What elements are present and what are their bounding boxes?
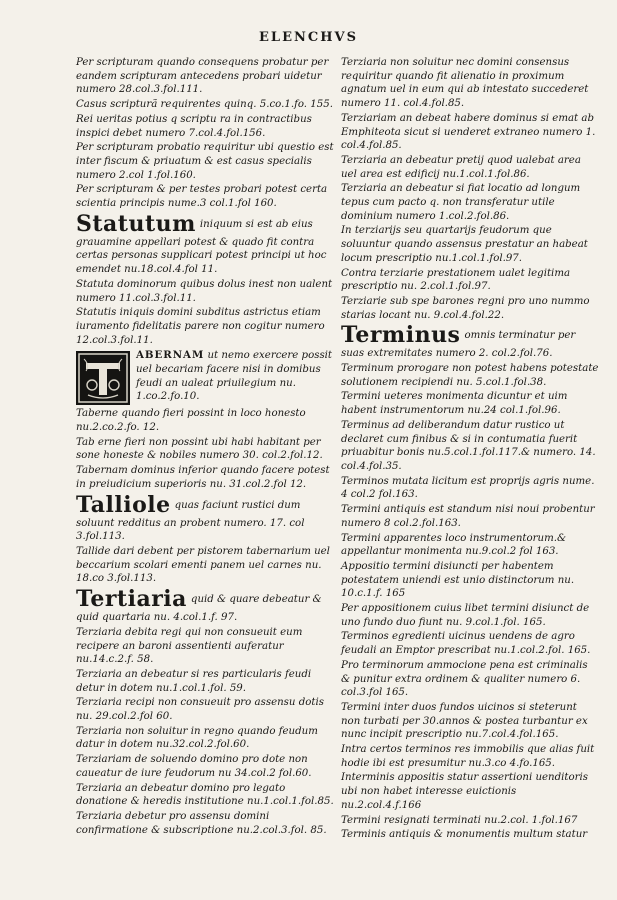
index-entry: Terminus ad deliberandum datur rustico ut declaret cum finibus & si in contumatia fuerit priuabitur bonis nu.5.col.1.fol.117.& numero. 14. col.4.fol.35. [341, 419, 596, 472]
index-entry: Rei ueritas potius q scriptu ra in contractibus inspici debet numero 7.col.4.fol.156. [76, 113, 312, 139]
headword-tertiaria: Tertiaria [76, 586, 187, 613]
index-entry: Termini antiquis est standum nisi noui probentur numero 8 col.2.fol.163. [341, 504, 595, 529]
index-entry: Termini resignati terminati nu.2.col. 1.fol.167 [341, 814, 578, 826]
index-entry: Termini inter duos fundos uicinos si steterunt non turbati per 30.annos & postea turbantur ex nunc incipit prescriptio nu.7.col.4.fol.165. [341, 701, 588, 741]
index-entry: Terminum prorogare non potest habens potestate solutionem recipiendi nu. 5.col.1.fol.38. [341, 363, 599, 388]
index-entry: Terziariam an debeat habere dominus si emat ab Emphiteota sicut si uenderet extraneo numero 1. col.4.fol.85. [341, 112, 596, 152]
index-entry: In terziarijs seu quartarijs feudorum que soluuntur quando assensus prestatur an habeat locum prescriptio nu.1.col.1.fol.97. [341, 225, 588, 264]
index-entry: Pro terminorum ammocione pena est criminalis & punitur extra ordinem & qualiter numero 6. col.3.fol 165. [341, 659, 588, 699]
index-entry: Statutis iniquis domini subditus astrictus etiam iuramento fidelitatis parere non cogitur numero 12.col.3.fol.11. [76, 307, 325, 346]
index-entry: Appositio termini disiuncti per habentem potestatem uniendi est unio distinctorum nu. 10.c.1.f. 165 [341, 560, 575, 600]
headword-talliole: Talliole [76, 491, 171, 518]
index-entry: Terziaria non soluitur in regno quando feudum datur in dotem nu.32.col.2.fol.60. [76, 725, 318, 751]
initial-capitals: ABERNAM [136, 349, 205, 362]
index-entry: Terziariam de soluendo domino pro dote non caueatur de iure feudorum nu 34.col.2 fol.60. [76, 754, 312, 779]
index-entry: Per scripturam & per testes probari potest certa scientia principis nume.3 col.1.fol 160. [76, 184, 328, 210]
headword-statutum: Statutum [76, 210, 196, 237]
index-entry: Terziaria debita regi qui non consueuit eum recipere an baroni assentienti auferatur nu.14.c.2.f. 58. [76, 626, 303, 666]
index-entry: Termini ueteres monimenta dicuntur et uim habent instrumentorum nu.24 col.1.fol.96. [341, 391, 568, 417]
index-entry: Tab erne fieri non possint ubi habi habitant per sone honeste & nobiles numero 30. col.2.fol.12. [76, 436, 323, 462]
index-entry: Intra certos terminos res immobilis que alias fuit hodie ibi est presumitur nu.3.co 4.fo.165. [341, 744, 595, 769]
headword-text: quid & quare debeatur & quid quartaria nu. 4.col.1.f. 97. [76, 594, 322, 624]
initial-text: ut nemo exercere possit uel becariam facere nisi in domibus feudi an ualeat priuilegium nu. 1.co.2.fo.10. [136, 350, 333, 403]
headword-text: omnis terminatur per suas extremitates numero 2. col.2.fol.76. [341, 330, 576, 360]
initial-entry [76, 349, 334, 405]
index-entry: Terziaria an debeatur si res particularis feudi detur in dotem nu.1.col.1.fol. 59. [76, 668, 312, 694]
index-entry: Terminis antiquis & monumentis multum statur [341, 829, 588, 841]
index-entry: Tabernam dominus inferior quando facere potest in preiudicium superioris nu. 31.col.2.fol 12. [76, 465, 330, 490]
index-entry: Terziaria an debeatur si fiat locatio ad longum tepus cum pacto q. non transferatur utile dominium numero 1.col.2.fol.86. [341, 183, 581, 222]
index-entry: Terziaria an debeatur domino pro legato donatione & heredis institutione nu.1.col.1.fol.85. [76, 782, 334, 808]
index-entry: Termini apparentes loco instrumentorum.& appellantur monimenta nu.9.col.2 fol 163. [341, 532, 567, 558]
index-entry: Terziaria an debeatur pretij quod ualebat area uel area est edificij nu.1.col.1.fol.86. [341, 154, 581, 180]
headword-entry-talliole [76, 493, 334, 544]
left-column [76, 56, 334, 838]
index-entry: Terziarie sub spe barones regni pro uno nummo starias locant nu. 9.col.4.fol.22. [341, 295, 590, 321]
headword-terminus: Terminus [341, 322, 461, 349]
index-entry: Terziaria non soluitur nec domini consensus requiritur quando fit alienatio in proximum agnatum uel in eum qui ab intestato succederet numero 11. col.4.fol.85. [341, 57, 589, 110]
index-entry: Terziaria debetur pro assensu domini confirmatione & subscriptione nu.2.col.3.fol. 85. [76, 810, 327, 836]
headword-entry-terminus [341, 323, 599, 361]
index-entry: Taberne quando fieri possint in loco honesto nu.2.co.2.fo. 12. [76, 408, 306, 434]
right-column [341, 56, 599, 843]
index-entry: Casus scripturã requirentes quinq. 5.co.1.fo. 155. [76, 99, 333, 111]
headword-entry-tertiaria [76, 587, 334, 625]
index-entry: Per appositionem cuius libet termini disiunct de uno fundo duo fiunt nu. 9.col.1.fol. 165. [341, 603, 590, 628]
index-entry: Terminos mutata licitum est proprijs agris nume. 4 col.2 fol.163. [341, 475, 595, 501]
index-entry: Contra terziarie prestationem ualet legitima prescriptio nu. 2.col.1.fol.97. [341, 267, 571, 293]
index-entry: Per scripturam probatio requiritur ubi questio est inter fiscum & priuatum & est casus specialis numero 2.col 1.fol.160. [76, 142, 334, 181]
headword-entry-statutum [76, 212, 334, 277]
decorated-initial-t-icon [76, 351, 130, 405]
index-entry: Terminos egredienti uicinus uendens de agro feudali an Emptor prescribat nu.1.col.2.fol. 165. [341, 631, 591, 657]
index-entry: Per scripturam quando consequens probatur per eandem scripturam antecedens probari uidetur numero 28.col.3.fol.111. [76, 57, 329, 96]
index-entry: Tallide dari debent per pistorem tabernarium uel beccarium scolari ementi panem uel carnes nu. 18.co 3.fol.113. [76, 545, 330, 585]
index-entry: Statuta dominorum quibus dolus inest non ualent numero 11.col.3.fol.11. [76, 278, 333, 304]
headword-text: quas faciunt rustici dum soluunt redditus an probent numero. 17. col 3.fol.113. [76, 499, 305, 543]
headword-text: iniquum si est ab eius grauamine appellari potest & quado fit contra certas personas supplicari potest principi ut hoc emendet nu.18.col.4.fol 11. [76, 218, 327, 276]
index-entry: Terziaria recipi non consueuit pro assensu dotis nu. 29.col.2.fol 60. [76, 697, 324, 723]
index-entry: Interminis appositis statur assertioni uenditoris ubi non habet interesse euictionis nu.2.col.4.f.166 [341, 772, 588, 811]
running-header: ELENCHVS [259, 30, 358, 45]
